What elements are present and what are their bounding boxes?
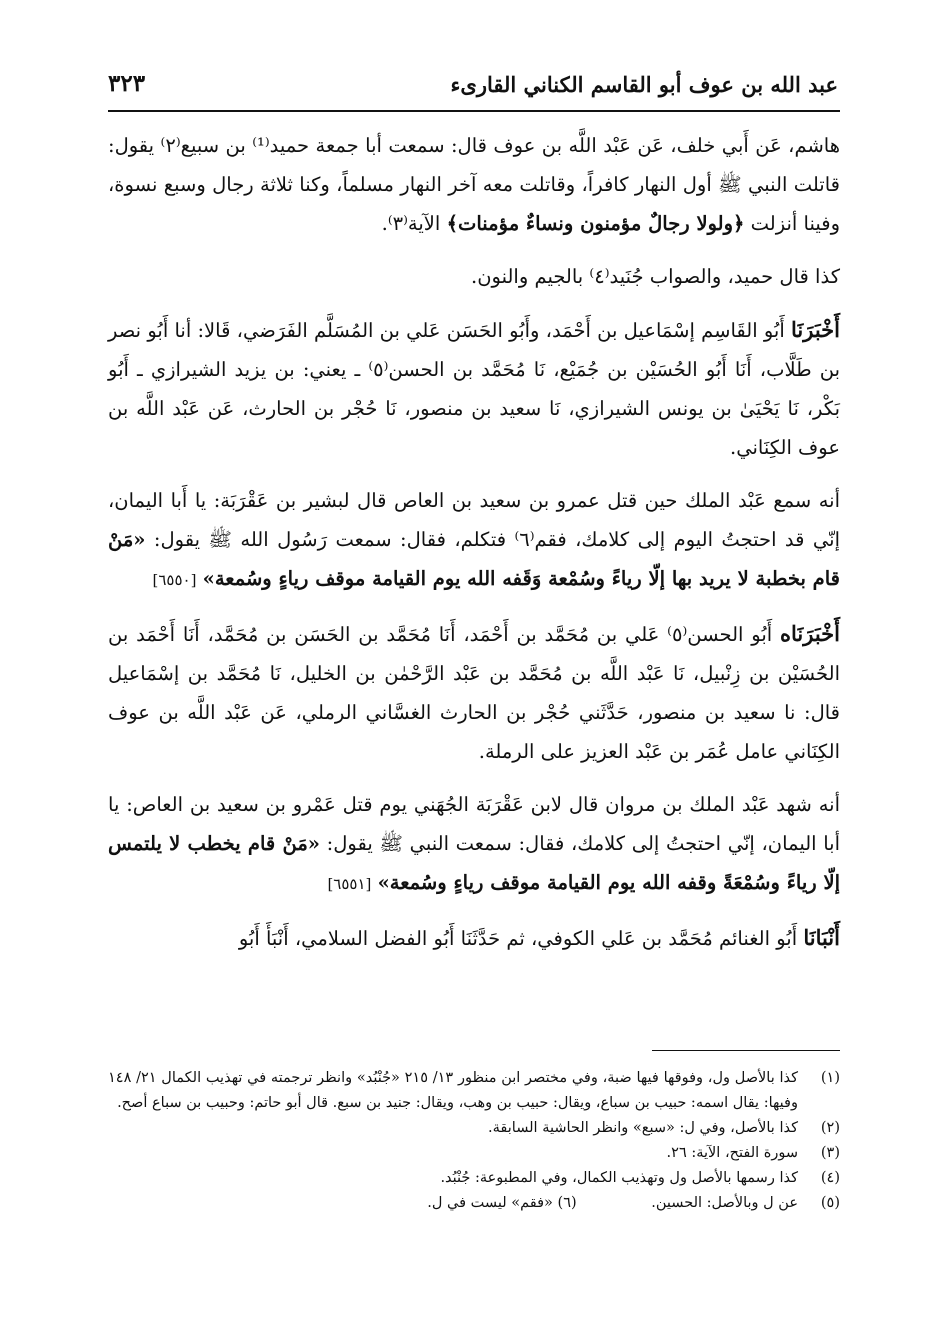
footnote-number: (١) [820,1070,840,1086]
paragraph-1-text: هاشم، عَن أَبي خلف، عَن عَبْد اللَّه بن عوف قال: سمعت أبا جمعة حميد⁽¹⁾ بن سبيع⁽٢⁾ يقول: قاتلت النبي ﷺ أول النهار كافراً، وقاتلت معه آخر النهار مسلماً، وكنا ثلاثة رجال وسبع نسوة، وفينا أنزلت [108,134,841,235]
paragraph-3 [108,310,840,467]
isnad-lead: أَنْبَانَا [803,925,840,950]
paragraph-2-text: كذا قال حميد، والصواب جُنَيد⁽٤⁾ بالجيم والنون. [471,265,840,288]
paragraph-5-text: أَبُو الحسن⁽٥⁾ عَلي بن مُحَمَّد بن أَحْمَد، أَنَا مُحَمَّد بن الحَسَن بن مُحَمَّد، أَنَا أَحْمَد بن الحُسَيْن بن زِنْبيل، نَا عَبْد اللَّه بن مُحَمَّد بن عَبْد الرَّحْمٰن بن الخليل، نَا مُحَمَّد بن إسْمَاعيل قال: نا سعيد بن منصور، حَدَّثَني حُجْر بن الحارث الغسَّاني الرملي، عَن عَبْد اللَّه بن عوف الكِنَاني عامل عُمَر بن عَبْد العزيز على الرملة. [108,623,840,763]
paragraph-2 [108,257,840,296]
paragraph-1-end: الآية⁽٣⁾. [381,212,441,235]
isnad-lead: أَخْبَرَنَاه [780,621,840,646]
quran-quote: ﴿ولولا رجالٌ مؤمنون ونساءٌ مؤمنات﴾ [446,212,745,235]
page-header [108,60,838,110]
footnote-text: كذا بالأصل، وفي ل: «سبع» وانظر الحاشية السابقة. [488,1120,798,1136]
footnote [108,1116,840,1141]
footnote-number: (٥) [820,1195,840,1211]
footnote-6-text: «فقم» ليست في ل. [427,1195,553,1211]
footnote-number: (٢) [820,1120,840,1136]
paragraph-6 [108,785,840,904]
paragraph-4 [108,481,840,600]
footnote [108,1066,840,1116]
footnotes [108,1066,840,1296]
footnote-text: كذا رسمها بالأصل ول وتهذيب الكمال، وفي المطبوعة: جُنْبُد. [440,1170,798,1186]
footnote-number: (٣) [820,1145,840,1161]
hadith-number: [٦٥٥١] [327,875,372,893]
header-rule [108,110,840,112]
paragraph-6-text: أنه شهد عَبْد الملك بن مروان قال لابن عَقْرَبَة الجُهَني يوم قتل عَمْرو بن سعيد بن العاص: يا أبا اليمان، إنّي احتجتُ إلى كلامك، فقال: سمعت النبي ﷺ يقول: [108,793,841,855]
paragraph-7-text: أَبُو الغنائم مُحَمَّد بن عَلي الكوفي، ثم حَدَّثَنَا أَبُو الفضل السلامي، أَنْبَأَ أَبُو [238,927,798,950]
footnote-text [108,1191,798,1216]
page-number: ٣٢٣ [108,70,146,97]
paragraph-1 [108,126,840,243]
footnote [108,1141,840,1166]
paragraph-4-text: أنه سمع عَبْد الملك حين قتل عمرو بن سعيد بن العاص قال لبشير بن عَقْرَبَة: يا أَبا اليمان، إنّي قد احتجتُ اليوم إلى كلامك، فقم⁽٦⁾ فتكلم، فقال: سمعت رَسُول الله ﷺ يقول: [108,489,840,551]
paragraph-7 [108,918,840,958]
paragraph-5 [108,614,840,771]
isnad-lead: أَخْبَرَنَا [791,317,840,342]
footnote-rule [652,1050,840,1051]
running-title: عبد الله بن عوف أبو القاسم الكناني القارىء [450,72,838,97]
paragraph-3-text: أَبُو القَاسِم إسْمَاعيل بن أَحْمَد، وأَبُو الحَسَن عَلي بن المُسَلَّم الفَرَضي، قَالا: أنا أَبُو نصر بن طَلَّاب، أَنَا أَبُو الحُسَيْن بن جُمَيْع، نَا مُحَمَّد بن الحسن⁽٥⁾ ـ يعني: بن يزيد الشيرازي ـ أَبُو بَكْر، نَا يَحْيَىٰ بن يونس الشيرازي، نَا سعيد بن منصور، نَا حُجْر بن الحارث، عَن عَبْد اللَّه بن عوف الكِنَاني. [108,319,840,459]
footnote-text: كذا بالأصل ول، وفوقها فيها ضبة، وفي مختصر ابن منظور ١٣/ ٢١٥ «جُنْبُد» وانظر ترجمته في تهذيب الكمال ٢١/ ١٤٨ وفيها: يقال اسمه: حبيب بن سباع، ويقال: حبيب بن وهب، ويقال: جنيد بن سبع. قال أبو حاتم: وحبيب بن سباع أصح. [108,1070,798,1111]
footnote [108,1166,840,1191]
footnote-number: (٤) [820,1170,840,1186]
footnote-5-text: عن ل وبالأصل: الحسين. [651,1195,798,1211]
hadith-number: [٦٥٥٠] [152,571,197,589]
footnote [108,1191,840,1216]
footnote-6-number: (٦) [557,1195,577,1211]
hadith-quote: «مَنْ قام بخطبة لا يريد بها إلّا رياءً وسُمْعة وَقَفه الله يوم القيامة موقف رياءٍ وسُمعة» [108,528,840,590]
footnote-text: سورة الفتح، الآية: ٢٦. [666,1145,798,1161]
main-text [108,126,840,1036]
hadith-quote: «مَنْ قام يخطب لا يلتمس إلّا رياءً وسُمْعَةً وقفه الله يوم القيامة موقف رياءٍ وسُمعة» [108,832,840,894]
